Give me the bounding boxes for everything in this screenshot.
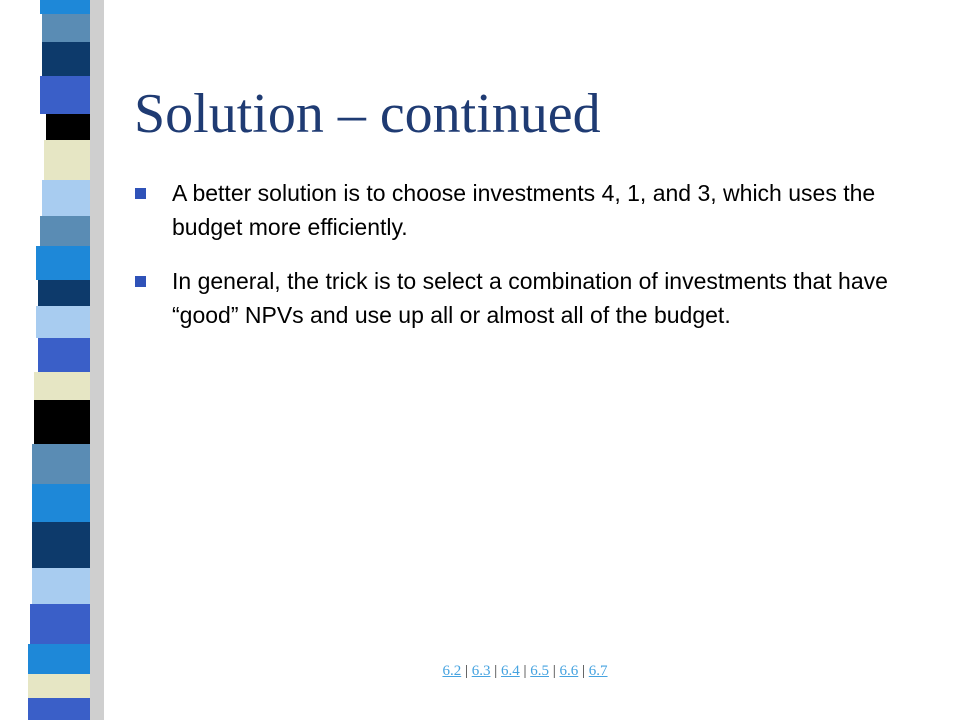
square-bullet-icon: [135, 188, 146, 199]
stripe-segment: [44, 140, 90, 180]
stripe-segment: [30, 604, 90, 644]
slide-title: Solution – continued: [134, 83, 601, 145]
stripe-segment: [38, 280, 90, 306]
bullet-item: [132, 176, 932, 244]
stripe-segment: [28, 698, 90, 720]
stripe-segment: [32, 568, 90, 604]
nav-separator: |: [490, 663, 501, 679]
nav-link-6-7[interactable]: 6.7: [588, 663, 608, 679]
stripe-segment: [42, 14, 90, 42]
nav-link-6-6[interactable]: 6.6: [559, 663, 579, 679]
stripe-segment: [36, 246, 90, 280]
stripe-segment: [36, 306, 90, 338]
stripe-shadow: [90, 0, 104, 720]
bullet-text: A better solution is to choose investments 4, 1, and 3, which uses the budget more efficiently.: [172, 180, 876, 240]
stripe-segment: [32, 444, 90, 484]
nav-separator: |: [519, 663, 531, 679]
footer-nav: [0, 663, 960, 680]
bullet-item: [132, 264, 932, 332]
stripe-segment: [40, 216, 90, 246]
bullet-list: [132, 176, 932, 332]
bullet-text: In general, the trick is to select a combination of investments that have “good” NPVs and use up all or almost all of the budget.: [172, 268, 888, 328]
nav-separator: |: [549, 663, 560, 679]
stripe-segment: [38, 338, 90, 372]
nav-link-6-4[interactable]: 6.4: [500, 663, 520, 679]
stripe-segment: [32, 484, 90, 522]
stripe-segment: [42, 42, 90, 76]
nav-link-6-2[interactable]: 6.2: [442, 663, 462, 679]
nav-link-6-5[interactable]: 6.5: [530, 663, 549, 679]
stripe-segment: [34, 400, 90, 444]
square-bullet-icon: [135, 276, 146, 287]
stripe-segment: [46, 114, 90, 140]
stripe-segment: [40, 0, 90, 14]
stripe-segment: [34, 372, 90, 400]
stripe-segment: [40, 76, 90, 114]
nav-link-6-3[interactable]: 6.3: [471, 663, 491, 679]
stripe-segment: [32, 522, 90, 568]
stripe-segment: [42, 180, 90, 216]
decorative-stripe: [0, 0, 110, 720]
nav-separator: |: [578, 663, 589, 679]
nav-separator: |: [461, 663, 472, 679]
